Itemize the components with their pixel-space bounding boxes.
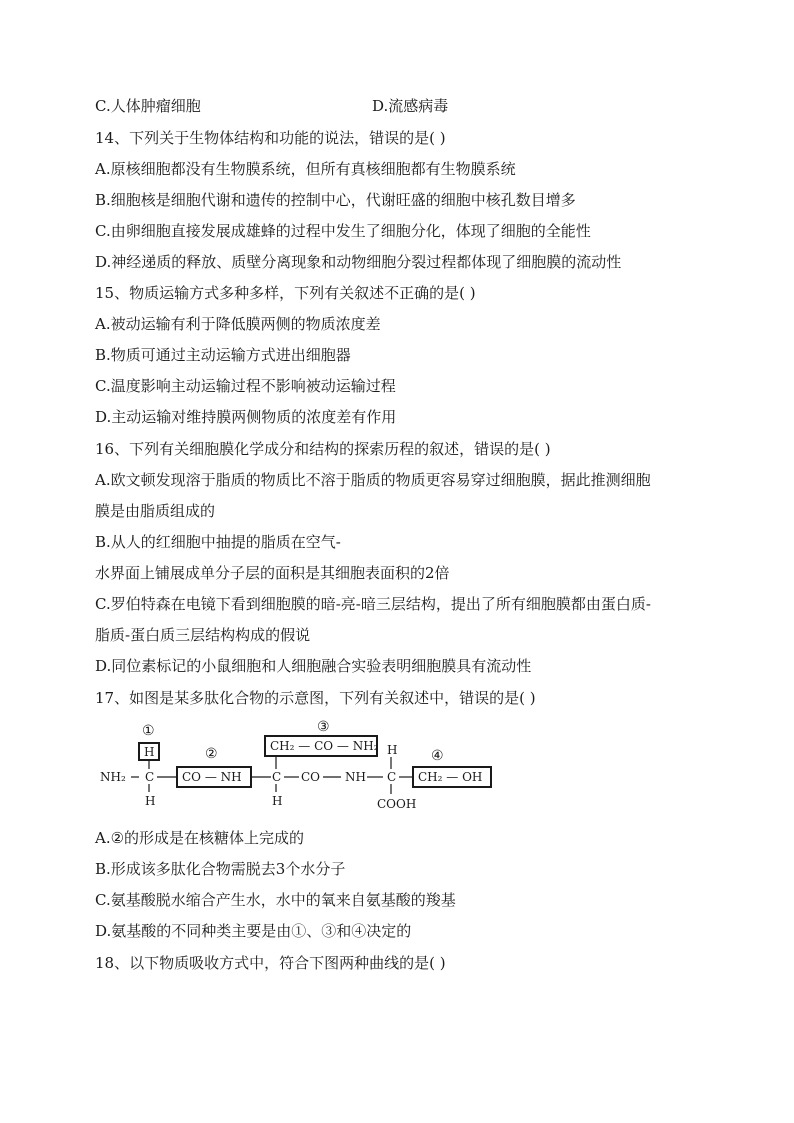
option-15b: B.物质可通过主动运输方式进出细胞器 (95, 346, 351, 364)
r4-text: CH₂ — OH (418, 770, 483, 784)
label-2: ② (205, 746, 218, 762)
label-1: ① (142, 723, 155, 739)
option-17a: A.②的形成是在核糖体上完成的 (95, 829, 305, 847)
option-16b-cont: 水界面上铺展成单分子层的面积是其细胞表面积的2倍 (95, 564, 450, 582)
peptide-bond-text: CO — NH (182, 770, 242, 784)
option-16d: D.同位素标记的小鼠细胞和人细胞融合实验表明细胞膜具有流动性 (95, 657, 532, 675)
question-15: 15、物质运输方式多种多样，下列有关叙述不正确的是( ) (95, 284, 476, 302)
h-bottom-1: H (145, 794, 156, 808)
option-14b: B.细胞核是细胞代谢和遗传的控制中心，代谢旺盛的细胞中核孔数目增多 (95, 191, 576, 209)
co-plain: CO (301, 770, 321, 784)
h-bottom-2: H (272, 794, 283, 808)
option-16b: B.从人的红细胞中抽提的脂质在空气- (95, 533, 341, 551)
question-17: 17、如图是某多肽化合物的示意图，下列有关叙述中，错误的是( ) (95, 689, 536, 707)
option-14c: C.由卵细胞直接发展成雄蜂的过程中发生了细胞分化，体现了细胞的全能性 (95, 222, 591, 240)
option-13c: C.人体肿瘤细胞 (95, 97, 201, 115)
label-3: ③ (317, 719, 330, 735)
nh-plain: NH (345, 770, 366, 784)
carbon-2: C (272, 770, 282, 784)
option-17b: B.形成该多肽化合物需脱去3个水分子 (95, 860, 346, 878)
option-13d: D.流感病毒 (372, 97, 449, 115)
option-14a: A.原核细胞都没有生物膜系统，但所有真核细胞都有生物膜系统 (95, 160, 516, 178)
option-16c: C.罗伯特森在电镜下看到细胞膜的暗-亮-暗三层结构，提出了所有细胞膜都由蛋白质- (95, 595, 651, 613)
option-16a: A.欧文顿发现溶于脂质的物质比不溶于脂质的物质更容易穿过细胞膜，据此推测细胞 (95, 471, 651, 489)
question-16: 16、下列有关细胞膜化学成分和结构的探索历程的叙述，错误的是( ) (95, 440, 551, 458)
option-14d: D.神经递质的释放、质壁分离现象和动物细胞分裂过程都体现了细胞膜的流动性 (95, 253, 622, 271)
label-4: ④ (431, 748, 444, 764)
r1-h: H (144, 745, 155, 759)
h-top-3: H (387, 743, 398, 757)
option-16a-cont: 膜是由脂质组成的 (95, 502, 216, 520)
question-14: 14、下列关于生物体结构和功能的说法，错误的是( ) (95, 129, 446, 147)
r3-text: CH₂ — CO — NH₂ (270, 739, 379, 753)
option-15a: A.被动运输有利于降低膜两侧的物质浓度差 (95, 315, 381, 333)
option-15c: C.温度影响主动运输过程不影响被动运输过程 (95, 377, 396, 395)
carboxyl-group: COOH (377, 797, 417, 811)
option-17d: D.氨基酸的不同种类主要是由①、③和④决定的 (95, 922, 412, 940)
option-15d: D.主动运输对维持膜两侧物质的浓度差有作用 (95, 408, 397, 426)
amino-group: NH₂ (100, 770, 126, 784)
carbon-1: C (145, 770, 155, 784)
option-16c-cont: 脂质-蛋白质三层结构构成的假说 (95, 626, 311, 644)
carbon-3: C (387, 770, 397, 784)
question-18: 18、以下物质吸收方式中，符合下图两种曲线的是( ) (95, 954, 446, 972)
polypeptide-diagram (95, 718, 505, 818)
option-17c: C.氨基酸脱水缩合产生水，水中的氧来自氨基酸的羧基 (95, 891, 456, 909)
